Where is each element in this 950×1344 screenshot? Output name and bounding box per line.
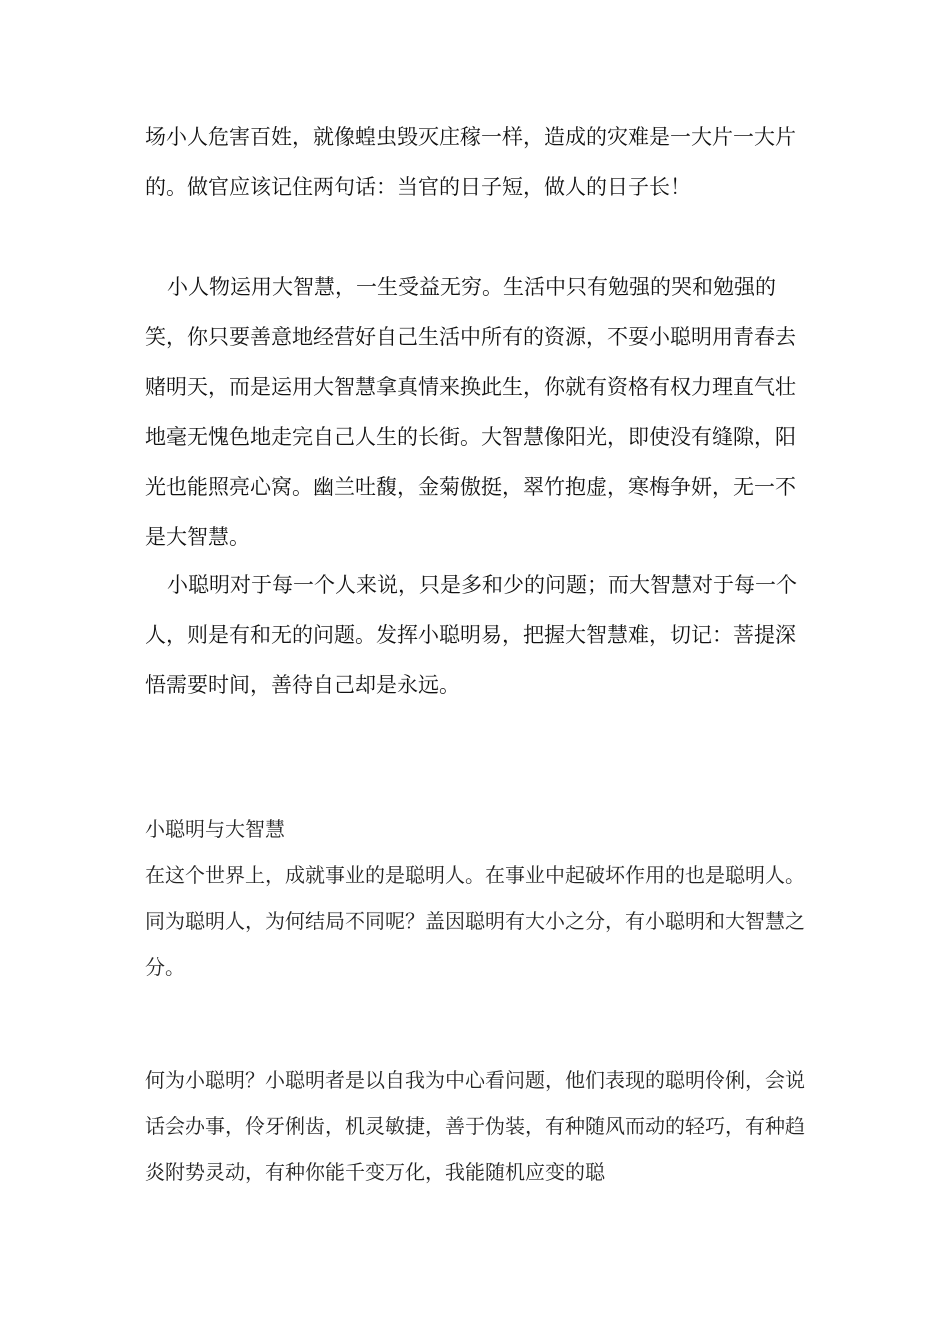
paragraph-1: 场小人危害百姓，就像蝗虫毁灭庄稼一样，造成的灾难是一大片一大片的。做官应该记住两句话：当官的日子短，做人的日子长！ [145,125,796,199]
section-title: 小聪明与大智慧 [145,817,285,841]
paragraph-2: 小人物运用大智慧，一生受益无穷。生活中只有勉强的哭和勉强的笑，你只要善意地经营好自己生活中所有的资源，不耍小聪明用青春去赌明天，而是运用大智慧拿真情来换此生，你就有资格有权力理直气壮地毫无愧色地走完自己人生的长街。大智慧像阳光，即使没有缝隙，阳光也能照亮心窝。幽兰吐馥，金菊傲挺，翠竹抱虚，寒梅争妍，无一不是大智慧。 [145,275,796,549]
paragraph-4: 在这个世界上，成就事业的是聪明人。在事业中起破坏作用的也是聪明人。同为聪明人，为何结局不同呢？盖因聪明有大小之分，有小聪明和大智慧之分。 [145,863,805,979]
paragraph-5: 何为小聪明？小聪明者是以自我为中心看问题，他们表现的聪明伶俐，会说话会办事，伶牙俐齿，机灵敏捷，善于伪装，有种随风而动的轻巧，有种趋炎附势灵动，有种你能千变万化，我能随机应变的聪 [145,1068,805,1184]
paragraph-3: 小聪明对于每一个人来说，只是多和少的问题；而大智慧对于每一个人，则是有和无的问题。发挥小聪明易，把握大智慧难，切记：菩提深悟需要时间，善待自己却是永远。 [145,573,797,697]
